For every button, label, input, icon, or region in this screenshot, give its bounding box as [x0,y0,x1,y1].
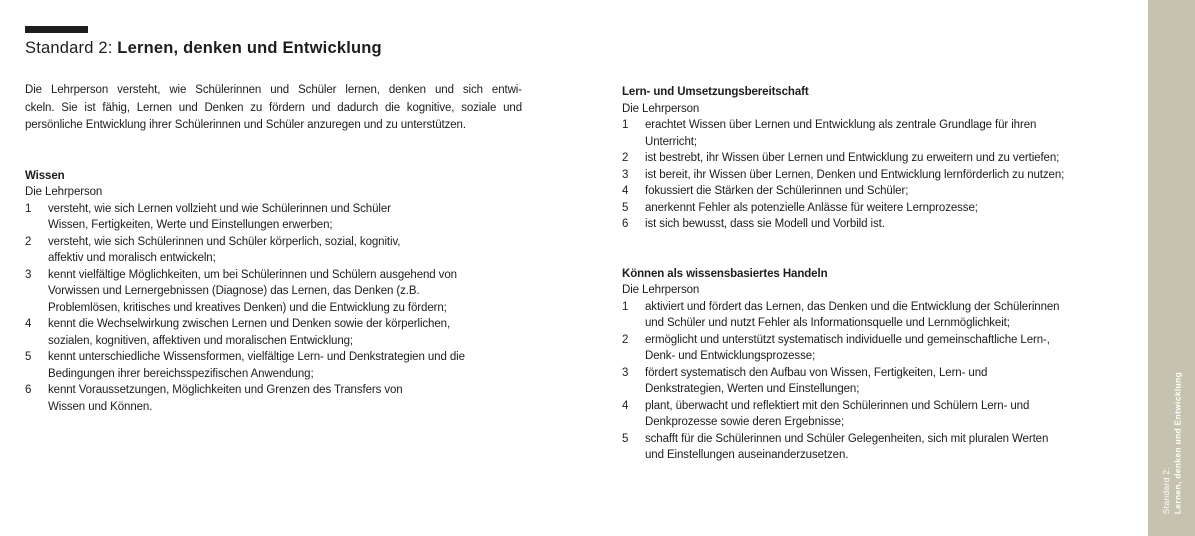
list-item-line: Unterricht; [645,135,697,148]
list-item-line: ist sich bewusst, dass sie Modell und Vorbild ist. [645,218,885,230]
list-item [25,316,522,349]
section-title: Wissen [25,169,65,182]
list-item-number: 6 [25,384,32,396]
list-item-text [48,234,522,267]
list-item-line: kennt die Wechselwirkung zwischen Lernen und Denken sowie der körperlichen, [48,318,451,330]
list-item-line: Bedingungen ihrer bereichsspezifischen Anwendung; [48,367,314,380]
list-item-text [645,332,1127,365]
sidebar-tab-line2: Lernen, denken und Entwicklung [1172,371,1183,514]
list-item-line: und Einstellungen auseinanderzusetzen. [645,449,849,461]
list-item-line: kennt vielfältige Möglichkeiten, um bei Schülerinnen und Schülern ausgehend von [48,268,457,281]
list-item [25,234,522,267]
section-koennen [622,266,1127,464]
list-item-number: 2 [25,235,32,248]
list-item-text [48,382,522,415]
list-item-line: Wissen und Können. [48,400,153,413]
list-item [25,382,522,415]
list-item-number: 5 [622,201,629,214]
list-item-number: 3 [622,366,629,379]
list-item-number: 5 [622,432,629,445]
list-item-text [48,316,522,349]
list-item-number: 4 [622,399,629,412]
list-item [25,349,522,382]
list-item-number: 2 [622,152,629,164]
list-item [25,201,522,234]
list-item [622,200,1127,217]
sidebar-tab-line1: Standard 2: [1161,466,1171,514]
list-item [622,299,1127,332]
list-item-text [645,431,1127,464]
page-title [25,39,382,58]
list-item-number: 4 [622,185,629,197]
list-item-line: affektiv und moralisch entwickeln; [48,252,216,264]
list-item-number: 1 [622,119,629,131]
list-item [622,183,1127,200]
left-column [25,82,522,415]
list-item-text [645,150,1127,167]
numbered-list [25,201,522,416]
section-subtitle: Die Lehrperson [622,284,700,296]
list-item-line: ist bereit, ihr Wissen über Lernen, Denken und Entwicklung lernförderlich zu nutzen; [645,168,1065,181]
section-title: Können als wissensbasiertes Handeln [622,267,828,280]
intro-line: persönliche Entwicklung ihrer Schülerinnen und Schüler anzuregen und zu unterstützen. [25,119,466,131]
list-item-number: 1 [25,202,32,215]
list-item-number: 5 [25,351,32,363]
list-item [622,332,1127,365]
list-item [622,431,1127,464]
list-item-line: versteht, wie sich Schülerinnen und Schüler körperlich, sozial, kognitiv, [48,235,401,248]
list-item-line: ist bestrebt, ihr Wissen über Lernen und Entwicklung zu erweitern und zu vertiefen; [645,152,1060,164]
list-item-line: kennt unterschiedliche Wissensformen, vielfältige Lern- und Denkstrategien und die [48,351,465,363]
list-item-line: aktiviert und fördert das Lernen, das Denken und die Entwicklung der Schülerinnen [645,300,1060,313]
list-item-text [645,398,1127,431]
header-accent-bar [25,26,88,33]
list-item-number: 3 [622,168,629,181]
list-item-line: schafft für die Schülerinnen und Schüler Gelegenheiten, sich mit pluralen Werten [645,432,1049,445]
list-item-text [645,167,1127,184]
section-wissen [25,168,522,416]
list-item-line: Denk- und Entwicklungsprozesse; [645,350,816,362]
numbered-list [622,299,1127,464]
section-lernbereitschaft [622,84,1127,233]
page-title-prefix: Standard 2: [25,39,118,57]
list-item-number: 4 [25,318,32,330]
list-item-text [645,299,1127,332]
list-item-line: fokussiert die Stärken der Schülerinnen und Schüler; [645,185,909,197]
list-item-number: 3 [25,268,32,281]
list-item-line: ermöglicht und unterstützt systematisch individuelle und gemeinschaftliche Lern-, [645,333,1050,346]
list-item-line: versteht, wie sich Lernen vollzieht und wie Schülerinnen und Schüler [48,202,391,215]
list-item-text [645,200,1127,217]
right-column [622,84,1127,464]
list-item-line: und Schüler und nutzt Fehler als Informationsquelle und Lernmöglichkeit; [645,317,1010,329]
list-item-line: fördert systematisch den Aufbau von Wissen, Fertigkeiten, Lern- und [645,366,988,379]
list-item [25,267,522,317]
section-title: Lern- und Umsetzungsbereitschaft [622,86,809,98]
intro-paragraph [25,82,522,135]
list-item-text [645,117,1127,150]
list-item-line: Wissen, Fertigkeiten, Werte und Einstellungen erwerben; [48,219,333,231]
list-item [622,365,1127,398]
list-item [622,117,1127,150]
list-item-line: Problemlösen, kritisches und kreatives Denken) und die Entwicklung zu fördern; [48,301,447,314]
list-item [622,167,1127,184]
list-item-line: plant, überwacht und reflektiert mit den Schülerinnen und Schülern Lern- und [645,399,1030,412]
list-item-line: anerkennt Fehler als potenzielle Anlässe für weitere Lernprozesse; [645,201,978,214]
list-item-number: 1 [622,300,629,313]
list-item-line: sozialen, kognitiven, affektiven und moralischen Entwicklung; [48,334,354,347]
section-subtitle: Die Lehrperson [622,102,700,115]
list-item-line: Denkprozesse sowie deren Ergebnisse; [645,416,845,428]
sidebar-tab-label [1161,372,1184,514]
list-item-number: 6 [622,218,629,230]
list-item-line: Denkstrategien, Werten und Einstellungen; [645,383,860,395]
list-item-line: Vorwissen und Lernergebnissen (Diagnose) das Lernen, das Denken (z.B. [48,285,420,297]
list-item-line: erachtet Wissen über Lernen und Entwicklung als zentrale Grundlage für ihren [645,119,1037,131]
list-item-text [48,349,522,382]
section-subtitle: Die Lehrperson [25,186,103,198]
list-item-text [48,201,522,234]
page-title-emphasis: Lernen, denken und Entwicklung [117,39,382,57]
intro-line: ckeln. Sie ist fähig, Lernen und Denken zu fördern und dadurch die kognitive, soziale und [25,101,522,114]
list-item-text [645,365,1127,398]
list-item-text [48,267,522,317]
list-item [622,216,1127,233]
list-item-line: kennt Voraussetzungen, Möglichkeiten und Grenzen des Transfers von [48,384,403,396]
list-item-text [645,183,1127,200]
sidebar-tab [1148,0,1195,536]
list-item [622,398,1127,431]
intro-line: Die Lehrperson versteht, wie Schülerinnen und Schüler lernen, denken und sich entwi- [25,84,522,96]
list-item [622,150,1127,167]
list-item-text [645,216,1127,233]
list-item-number: 2 [622,333,629,346]
numbered-list [622,117,1127,233]
